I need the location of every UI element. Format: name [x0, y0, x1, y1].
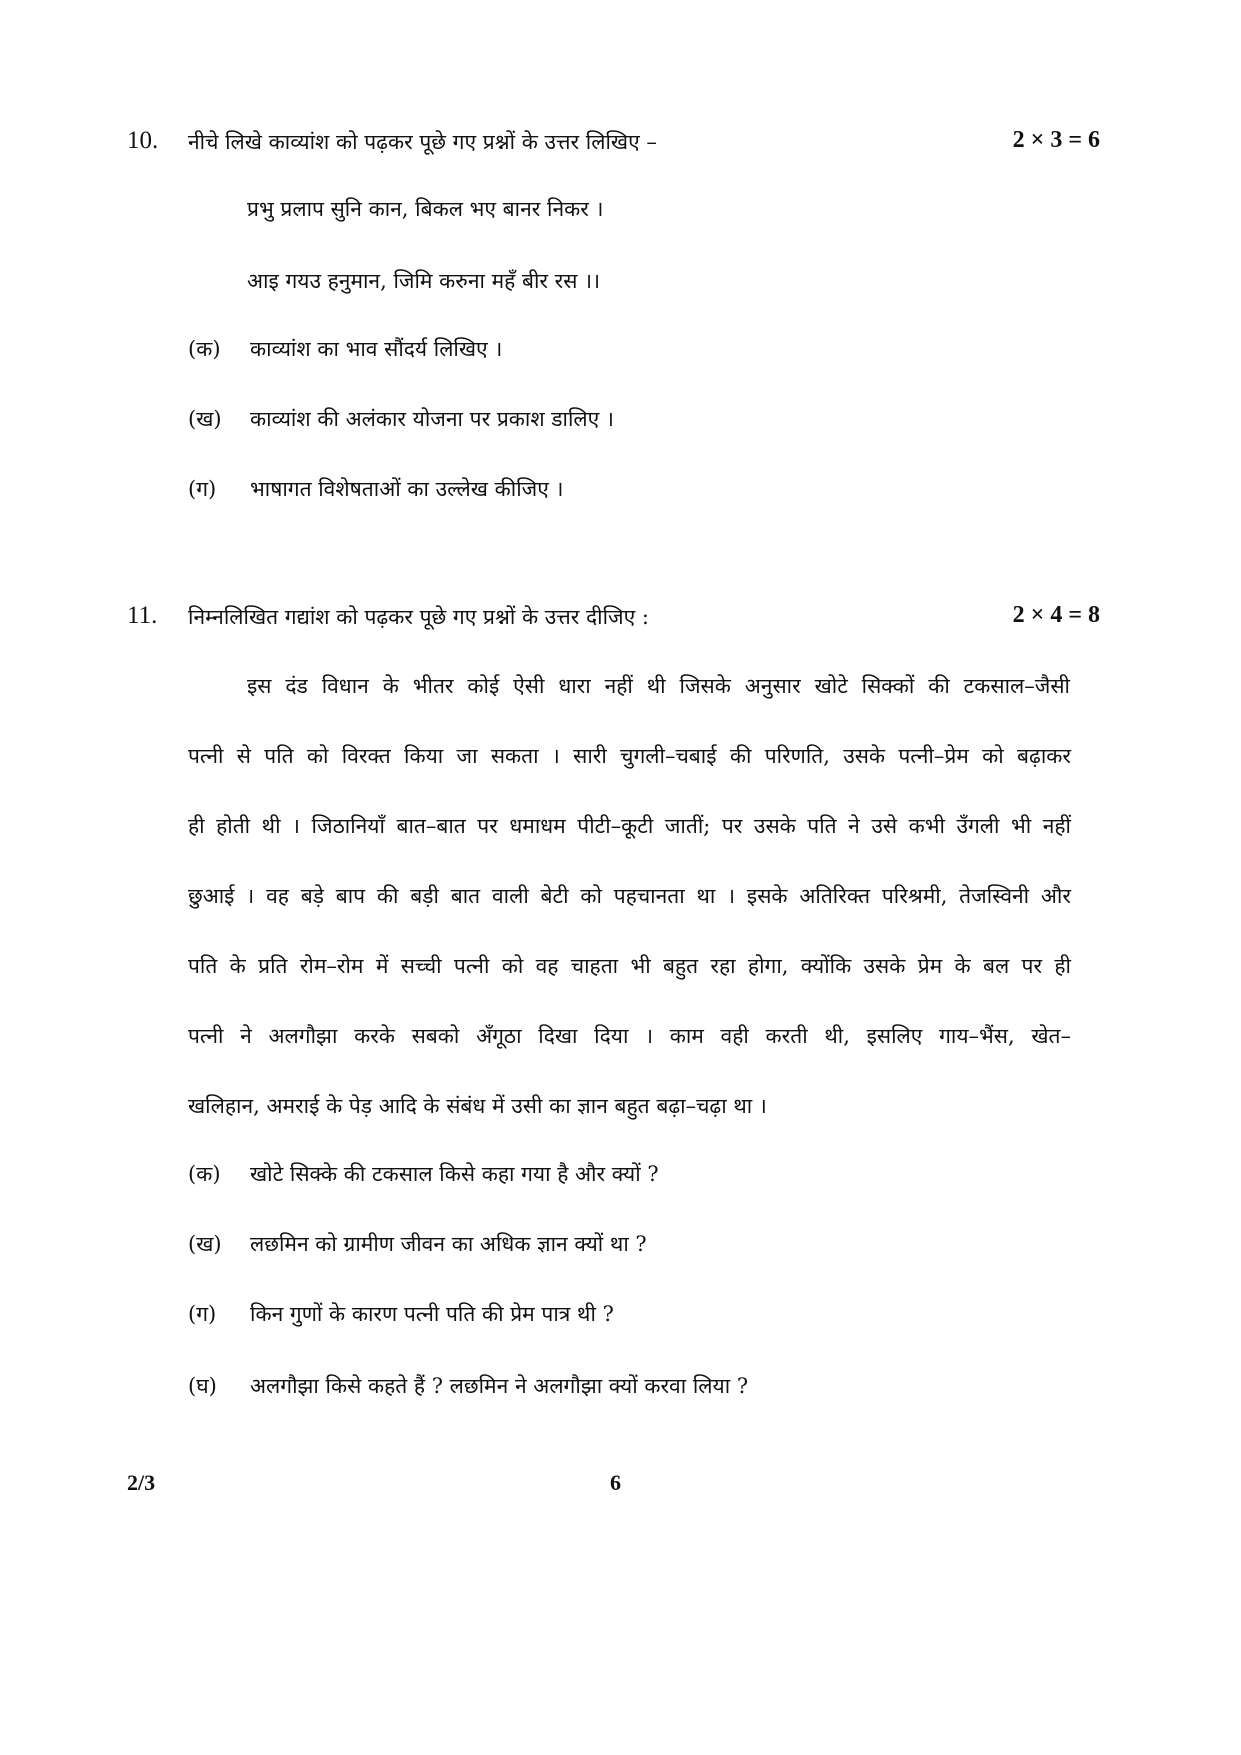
passage-line-4: छुआई । वह बड़े बाप की बड़ी बात वाली बेटी को पहचानता था । इसके अतिरिक्त परिश्रमी, तेजस्विनी और: [188, 884, 1071, 908]
question-11-marks: 2 × 4 = 8: [1012, 602, 1100, 628]
q11-sub-label-ka: (क): [188, 1162, 221, 1186]
question-10-marks: 2 × 3 = 6: [1012, 127, 1100, 153]
passage-line-6: पत्नी ने अलगौझा करके सबको अँगूठा दिखा दिया । काम वही करती थी, इसलिए गाय–भैंस, खेत–: [188, 1024, 1071, 1048]
q11-sub-text-gha: अलगौझा किसे कहते हैं ? लछमिन ने अलगौझा क्यों करवा लिया ?: [250, 1374, 749, 1398]
paper-code: 2/3: [127, 1470, 156, 1495]
q11-sub-text-kha: लछमिन को ग्रामीण जीवन का अधिक ज्ञान क्यों था ?: [250, 1232, 647, 1256]
question-11-prompt: निम्नलिखित गद्यांश को पढ़कर पूछे गए प्रश्नों के उत्तर दीजिए :: [188, 605, 650, 629]
q10-sub-label-ka: (क): [188, 337, 221, 361]
question-10-prompt: नीचे लिखे काव्यांश को पढ़कर पूछे गए प्रश्नों के उत्तर लिखिए –: [188, 130, 657, 154]
page-number: 6: [610, 1470, 621, 1495]
passage-line-5: पति के प्रति रोम–रोम में सच्ची पत्नी को वह चाहता भी बहुत रहा होगा, क्योंकि उसके प्रेम के बल पर ही: [188, 954, 1071, 978]
q10-sub-text-kha: काव्यांश की अलंकार योजना पर प्रकाश डालिए ।: [250, 407, 614, 431]
passage-line-2: पत्नी से पति को विरक्त किया जा सकता । सारी चुगली–चबाई की परिणति, उसके पत्नी–प्रेम को बढ़ाकर: [188, 744, 1071, 768]
poem-line-2: आइ गयउ हनुमान, जिमि करुना महँ बीर रस ।।: [247, 269, 601, 293]
q11-sub-text-ka: खोटे सिक्के की टकसाल किसे कहा गया है और क्यों ?: [250, 1162, 659, 1186]
question-11-number: 11.: [127, 602, 158, 629]
q11-sub-label-ga: (ग): [188, 1302, 217, 1326]
q10-sub-label-kha: (ख): [188, 407, 222, 431]
q11-sub-label-kha: (ख): [188, 1232, 222, 1256]
q10-sub-label-ga: (ग): [188, 477, 217, 501]
question-10-number: 10.: [127, 127, 159, 154]
passage-line-1: इस दंड विधान के भीतर कोई ऐसी धारा नहीं थी जिसके अनुसार खोटे सिक्कों की टकसाल–जैसी: [247, 674, 1070, 698]
passage-line-3: ही होती थी । जिठानियाँ बात–बात पर धमाधम पीटी–कूटी जातीं; पर उसके पति ने उसे कभी उँगली भी नहीं: [188, 814, 1071, 838]
q10-sub-text-ka: काव्यांश का भाव सौंदर्य लिखिए ।: [250, 337, 503, 361]
passage-line-7: खलिहान, अमराई के पेड़ आदि के संबंध में उसी का ज्ञान बहुत बढ़ा–चढ़ा था ।: [188, 1094, 767, 1118]
q11-sub-label-gha: (घ): [188, 1374, 217, 1398]
q10-sub-text-ga: भाषागत विशेषताओं का उल्लेख कीजिए ।: [250, 477, 564, 501]
q11-sub-text-ga: किन गुणों के कारण पत्नी पति की प्रेम पात्र थी ?: [250, 1302, 614, 1326]
poem-line-1: प्रभु प्रलाप सुनि कान, बिकल भए बानर निकर ।: [247, 197, 604, 221]
